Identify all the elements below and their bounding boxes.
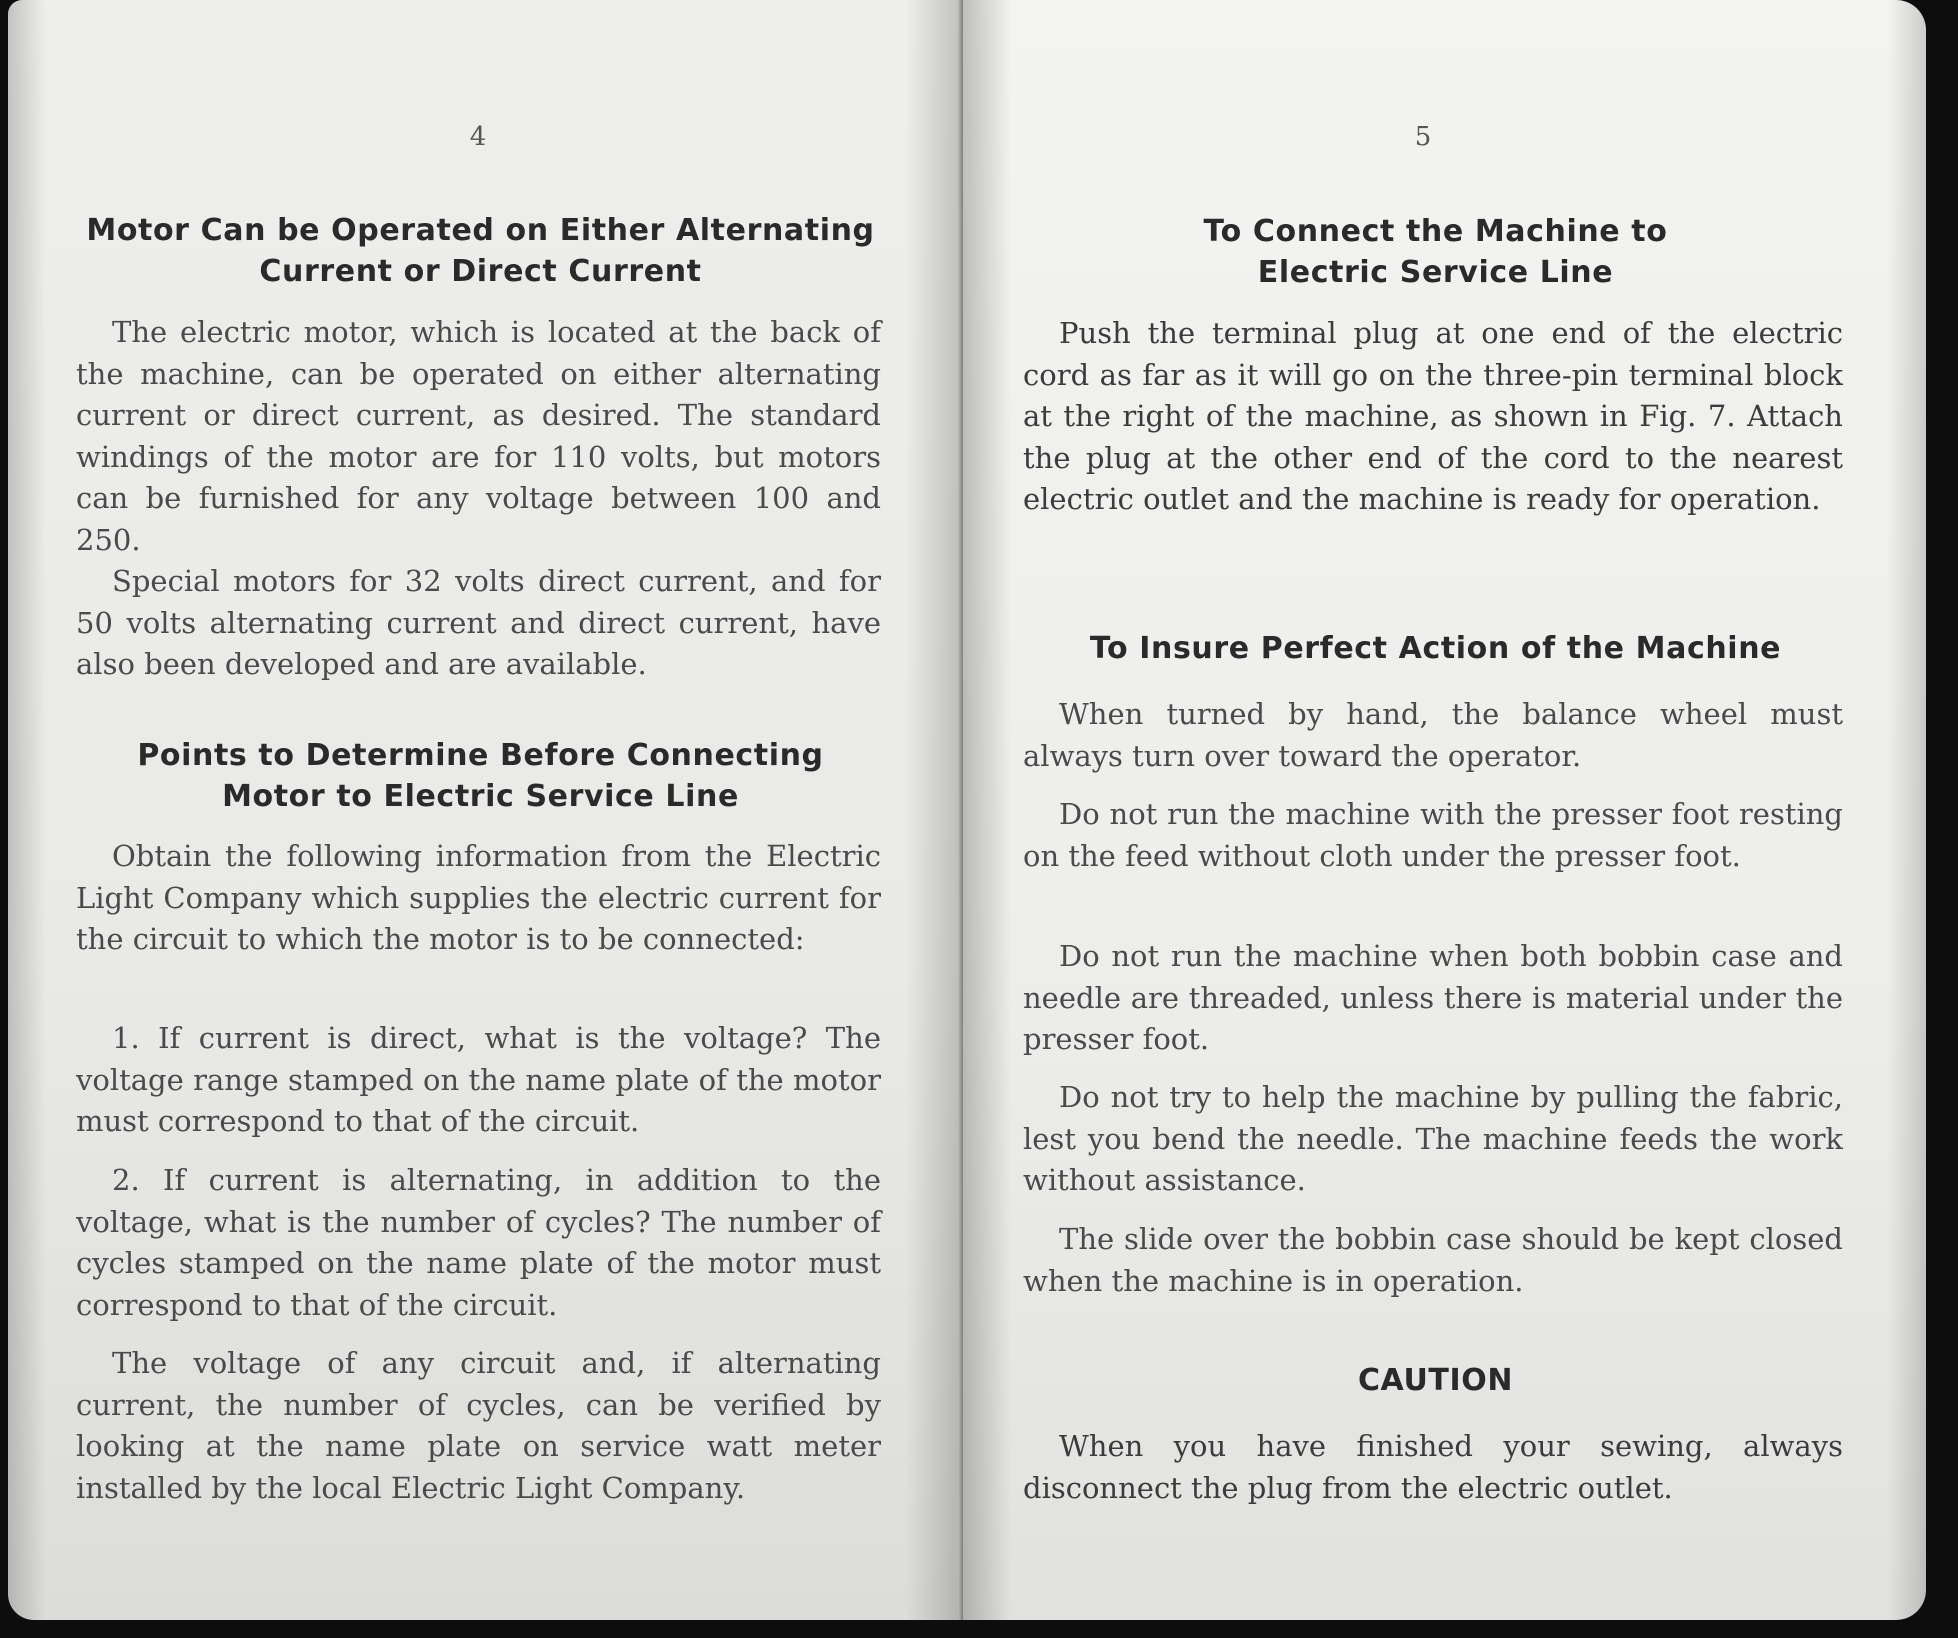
right-page	[963, 0, 1926, 1620]
heading-line: To Connect the Machine to	[1203, 214, 1668, 249]
paragraph: When turned by hand, the balance wheel must always turn over toward the operator.	[1023, 697, 1843, 773]
paragraph: 2. If current is alternating, in addition to the voltage, what is the number of cycles? The number of cycles stamped on the name plate of the motor must correspond to that of the circuit.	[76, 1163, 881, 1322]
page-number: 5	[1414, 122, 1432, 152]
heading-line: Points to Determine Before Connecting	[137, 738, 824, 773]
left-page	[8, 0, 963, 1620]
paragraph: Push the terminal plug at one end of the electric cord as far as it will go on the three-pin terminal block at the right of the machine, as shown in Fig. 7. Attach the plug at the other end of the cord to the nearest electric outlet and the machine is ready for operation.	[1023, 316, 1843, 516]
heading-line: Current or Direct Current	[259, 254, 702, 289]
section-heading-points-to-determine	[68, 735, 893, 817]
paragraph: Special motors for 32 volts direct current, and for 50 volts alternating current and direct current, have also been developed and are available.	[76, 564, 881, 681]
heading-line: CAUTION	[1357, 1363, 1514, 1398]
heading-line: Motor to Electric Service Line	[222, 779, 739, 814]
paragraph: Do not run the machine when both bobbin case and needle are threaded, unless there is material under the presser foot.	[1023, 939, 1843, 1056]
section-heading-motor-current	[68, 210, 893, 292]
paragraph: The electric motor, which is located at the back of the machine, can be operated on either alternating current or direct current, as desired. The standard windings of the motor are for 110 volts, but motors can be furnished for any voltage between 100 and 250.	[76, 315, 881, 557]
heading-line: To Insure Perfect Action of the Machine	[1089, 631, 1782, 666]
heading-line: Motor Can be Operated on Either Alternating	[86, 213, 875, 248]
paragraph: When you have finished your sewing, always disconnect the plug from the electric outlet.	[1023, 1429, 1843, 1505]
paragraph: Do not run the machine with the presser foot resting on the feed without cloth under the presser foot.	[1023, 797, 1843, 873]
paragraph: Do not try to help the machine by pulling the fabric, lest you bend the needle. The machine feeds the work without assistance.	[1023, 1080, 1843, 1197]
page-number: 4	[469, 122, 487, 152]
paragraph: 1. If current is direct, what is the voltage? The voltage range stamped on the name plate of the motor must correspond to that of the circuit.	[76, 1021, 881, 1138]
section-heading-connect-machine	[1023, 211, 1848, 293]
section-heading-caution	[1023, 1360, 1848, 1401]
paragraph: The slide over the bobbin case should be kept closed when the machine is in operation.	[1023, 1222, 1843, 1298]
heading-line: Electric Service Line	[1257, 255, 1614, 290]
section-heading-perfect-action	[1023, 628, 1848, 669]
paragraph: The voltage of any circuit and, if alternating current, the number of cycles, can be verified by looking at the name plate on service watt meter installed by the local Electric Light Company.	[76, 1346, 881, 1505]
paragraph: Obtain the following information from the Electric Light Company which supplies the electric current for the circuit to which the motor is to be connected:	[76, 839, 881, 956]
